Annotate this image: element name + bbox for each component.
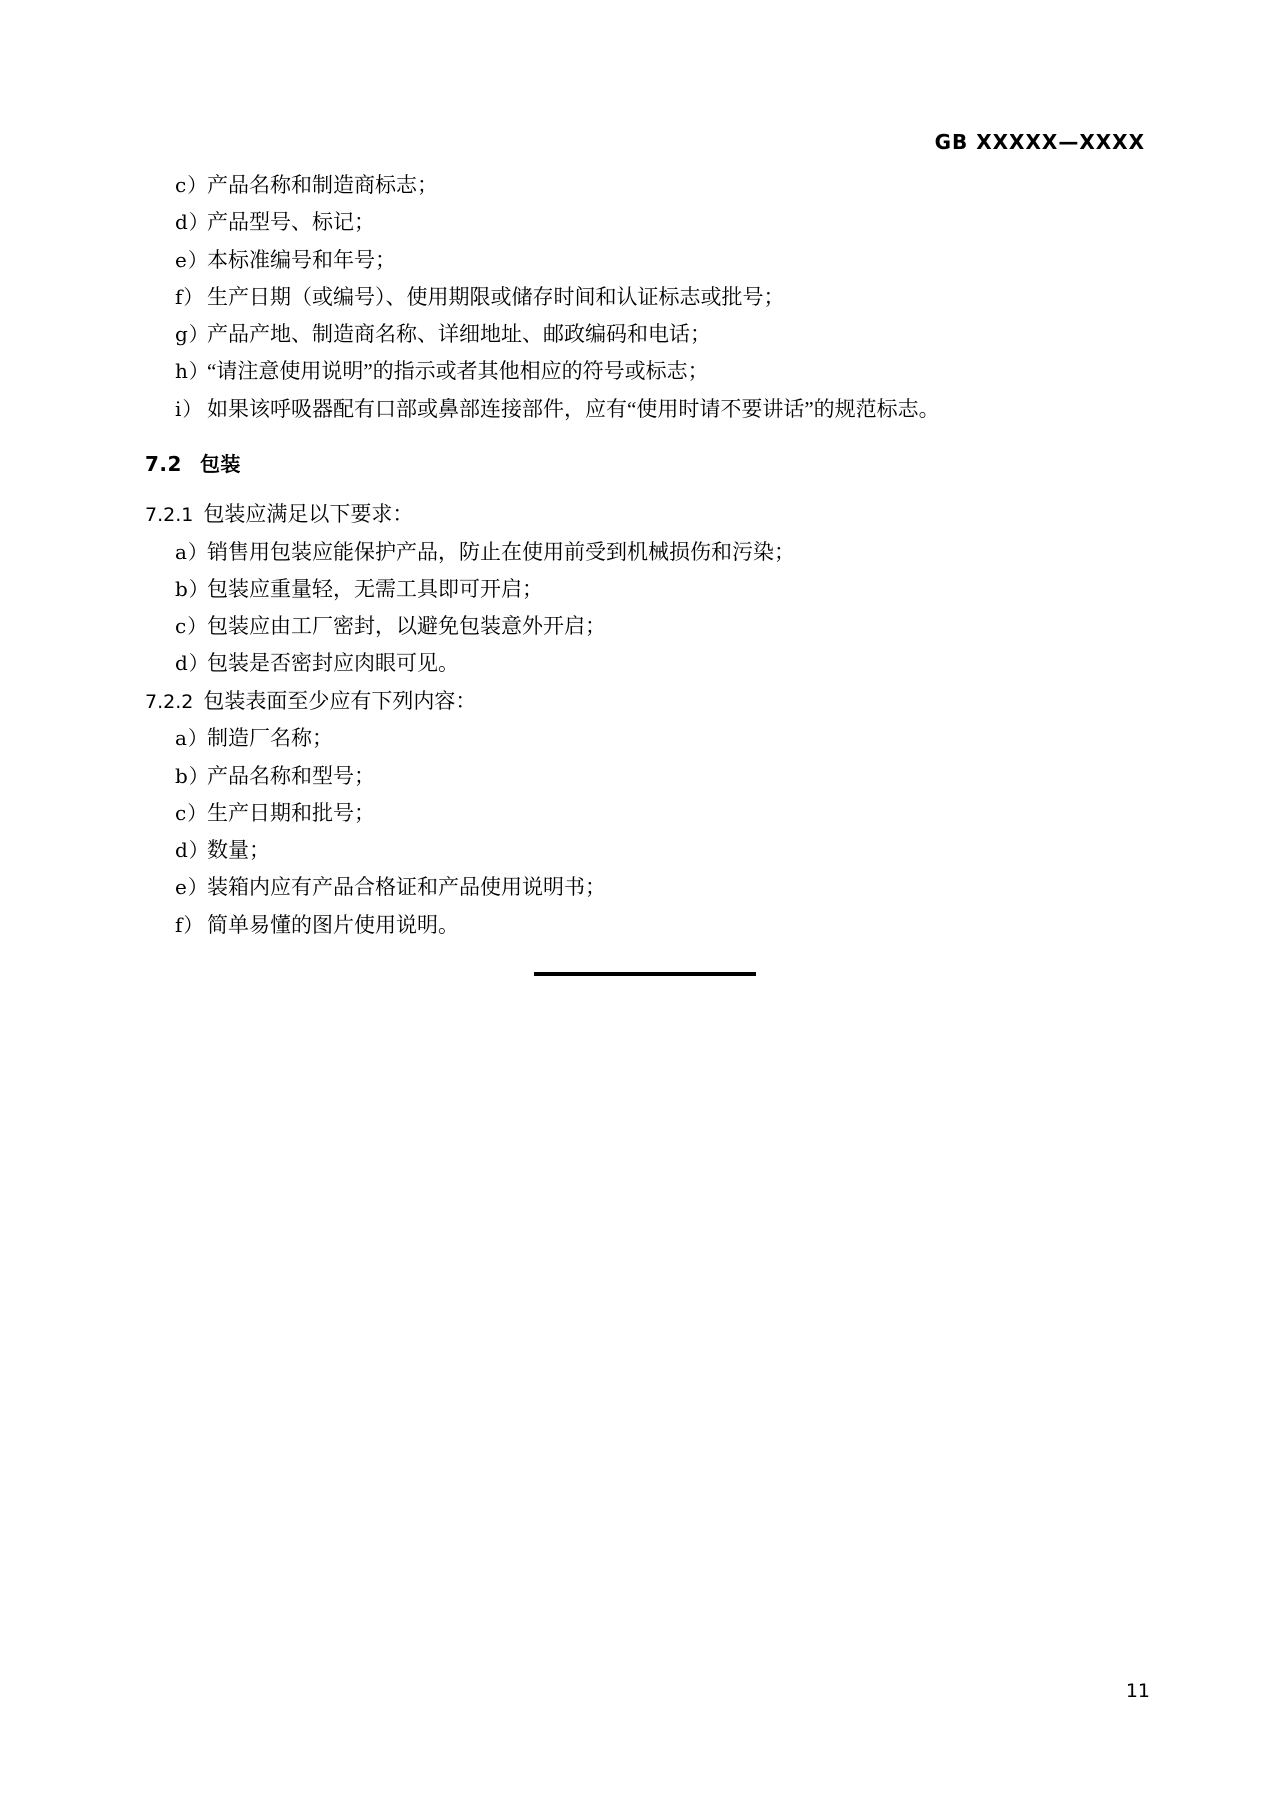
clause-number: 7.2.1 (145, 503, 194, 526)
list-item-text: 装箱内应有产品合格证和产品使用说明书； (207, 875, 606, 900)
list-item-marker: f） (175, 284, 205, 309)
list-item-marker: d） (175, 651, 210, 676)
list-item-text: 本标准编号和年号； (207, 247, 396, 272)
list-item (145, 284, 1145, 310)
list-item-text: 产品名称和型号； (207, 763, 375, 788)
page-header-standard-code: GB XXXXX—XXXX (934, 130, 1145, 154)
list-item-marker: c） (175, 614, 209, 638)
section-title: 包装 (199, 451, 241, 476)
list-item (145, 539, 1145, 565)
list-item (145, 576, 1145, 602)
list-item-marker: g） (175, 322, 210, 346)
list-item-marker: c） (175, 173, 209, 197)
page-number: 11 (1125, 1680, 1150, 1702)
list-item (145, 613, 1145, 639)
clause-text: 包装表面至少应有下列内容： (203, 688, 477, 713)
list-item-text: 如果该呼吸器配有口部或鼻部连接部件，应有“使用时请不要讲话”的规范标志。 (207, 396, 940, 421)
clause-text: 包装应满足以下要求： (203, 501, 414, 526)
clause-7-2-1 (145, 501, 1145, 528)
list-item-marker: c） (175, 800, 209, 825)
list-item-text: “请注意使用说明”的指示或者其他相应的符号或标志； (207, 359, 709, 384)
list-item (145, 209, 1145, 235)
list-item (145, 247, 1145, 273)
list-item-text: 包装是否密封应肉眼可见。 (207, 651, 459, 676)
list-item-marker: e） (175, 875, 209, 900)
list-item (145, 358, 1145, 384)
list-item-marker: e） (175, 247, 209, 272)
list-item-text: 销售用包装应能保护产品，防止在使用前受到机械损伤和污染； (207, 539, 795, 564)
list-item-marker: b） (175, 763, 210, 788)
list-item (145, 800, 1145, 826)
list-item (145, 837, 1145, 863)
list-item-text: 包装应由工厂密封，以避免包装意外开启； (207, 614, 606, 638)
end-of-document-rule (534, 972, 756, 976)
list-item-text: 产品产地、制造商名称、详细地址、邮政编码和电话； (207, 322, 711, 346)
end-of-document-rule-wrap (145, 972, 1145, 976)
list-item (145, 763, 1145, 789)
list-item (145, 396, 1145, 422)
list-item-text: 简单易懂的图片使用说明。 (207, 912, 459, 937)
list-item-marker: f） (175, 912, 205, 937)
list-item (145, 172, 1145, 198)
document-body (145, 172, 1145, 976)
list-item-text: 制造厂名称； (207, 726, 333, 751)
clause-7-2-2 (145, 688, 1145, 715)
section-number: 7.2 (145, 451, 182, 476)
list-item-marker: d） (175, 838, 210, 862)
list-item-marker: a） (175, 726, 209, 751)
clause-number: 7.2.2 (145, 690, 194, 713)
list-item-marker: h） (175, 359, 210, 384)
list-item (145, 874, 1145, 900)
list-item (145, 725, 1145, 751)
list-item-text: 生产日期和批号； (207, 800, 375, 825)
list-item (145, 650, 1145, 676)
list-item-marker: b） (175, 576, 210, 601)
list-item-text: 产品名称和制造商标志； (207, 173, 438, 197)
list-item (145, 912, 1145, 938)
list-item-text: 数量； (207, 838, 270, 862)
list-item-marker: d） (175, 210, 210, 235)
list-item-marker: i） (175, 396, 204, 421)
list-item-marker: a） (175, 539, 209, 564)
list-item-text: 产品型号、标记； (207, 210, 375, 235)
list-item (145, 321, 1145, 347)
section-heading (145, 448, 1145, 477)
list-item-text: 生产日期（或编号）、使用期限或储存时间和认证标志或批号； (207, 284, 785, 309)
list-item-text: 包装应重量轻，无需工具即可开启； (207, 576, 543, 601)
